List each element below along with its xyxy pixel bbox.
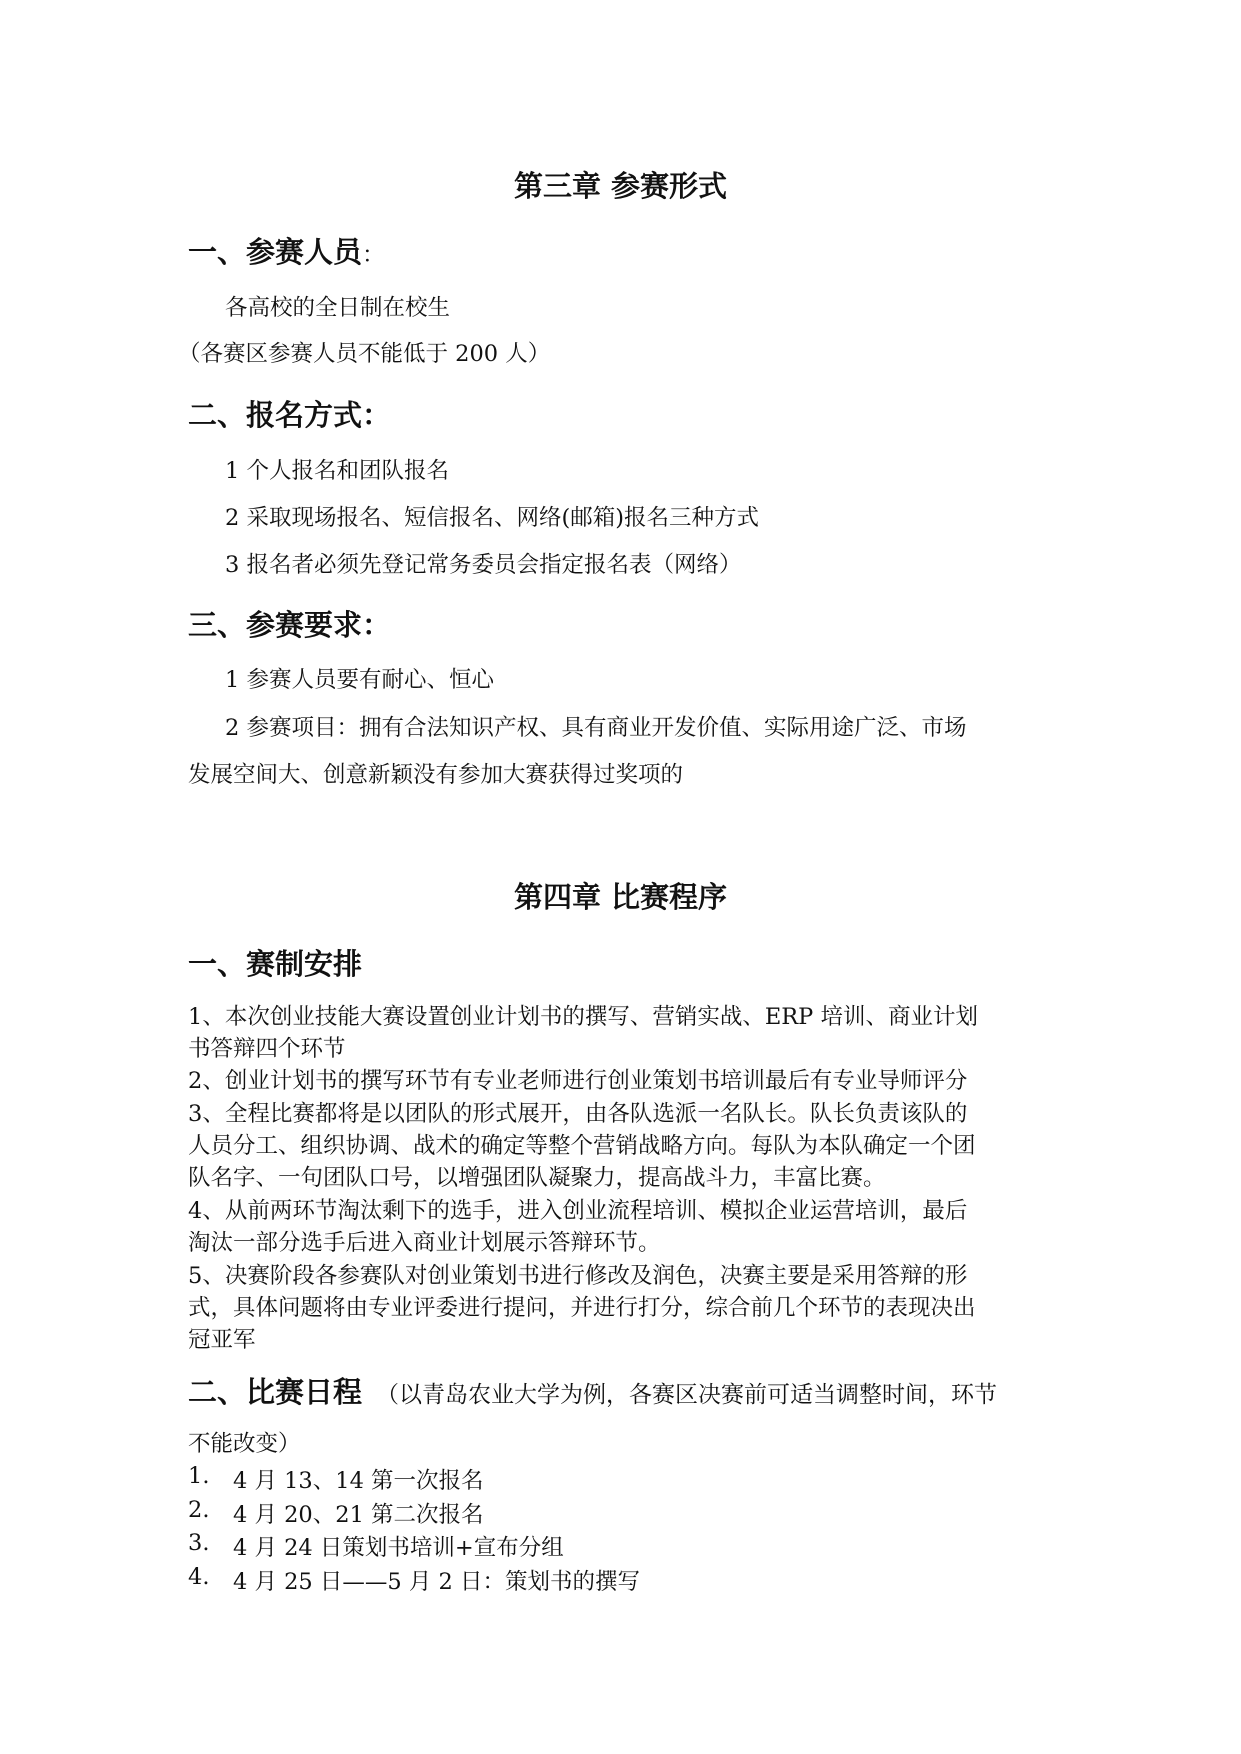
schedule-item-2-number: 2. (188, 1497, 210, 1523)
schedule-item-1-number: 1. (188, 1463, 210, 1489)
section-participants-heading (188, 230, 385, 271)
requirements-line-2: 2 参赛项目：拥有合法知识产权、具有商业开发价值、实际用途广泛、市场 (225, 715, 967, 741)
format-line-5: 人员分工、组织协调、战术的确定等整个营销战略方向。每队为本队确定一个团 (188, 1133, 976, 1159)
requirements-line-3: 发展空间大、创意新颖没有参加大赛获得过奖项的 (188, 762, 684, 788)
section-format-heading: 一、赛制安排 (188, 947, 363, 981)
format-line-10: 式，具体问题将由专业评委进行提问，并进行打分，综合前几个环节的表现决出 (188, 1295, 976, 1321)
format-line-4: 3、全程比赛都将是以团队的形式展开，由各队选派一名队长。队长负责该队的 (188, 1101, 968, 1127)
format-line-2: 书答辩四个环节 (188, 1036, 346, 1062)
schedule-item-1-text: 4 月 13、14 第一次报名 (233, 1468, 484, 1494)
section-schedule-heading (188, 1370, 997, 1411)
requirements-line-1: 1 参赛人员要有耐心、恒心 (225, 667, 494, 693)
chapter-4-title: 第四章 比赛程序 (513, 880, 728, 914)
registration-line-2: 2 采取现场报名、短信报名、网络(邮箱)报名三种方式 (225, 505, 760, 531)
participants-line-1: 各高校的全日制在校生 (225, 295, 451, 321)
format-line-1: 1、本次创业技能大赛设置创业计划书的撰写、营销实战、ERP 培训、商业计划 (188, 1004, 978, 1030)
schedule-note-line-1: （以青岛农业大学为例，各赛区决赛前可适当调整时间，环节 (376, 1382, 998, 1408)
format-line-9: 5、决赛阶段各参赛队对创业策划书进行修改及润色，决赛主要是采用答辩的形 (188, 1263, 968, 1289)
participants-line-2: （各赛区参赛人员不能低于 200 人） (178, 341, 551, 367)
section-requirements-heading: 三、参赛要求： (188, 608, 392, 642)
format-line-3: 2、创业计划书的撰写环节有专业老师进行创业策划书培训最后有专业导师评分 (188, 1068, 968, 1094)
section-participants-heading-text: 一、参赛人员 (188, 235, 363, 269)
format-line-8: 淘汰一部分选手后进入商业计划展示答辩环节。 (188, 1230, 661, 1256)
section-participants-colon: ： (362, 242, 386, 268)
schedule-note-line-2: 不能改变） (188, 1431, 301, 1457)
schedule-item-3-number: 3. (188, 1530, 210, 1556)
format-line-6: 队名字、一句团队口号，以增强团队凝聚力，提高战斗力，丰富比赛。 (188, 1165, 886, 1191)
format-line-11: 冠亚军 (188, 1327, 256, 1353)
schedule-item-2-text: 4 月 20、21 第二次报名 (233, 1502, 484, 1528)
registration-line-1: 1 个人报名和团队报名 (225, 458, 449, 484)
schedule-item-3-text: 4 月 24 日策划书培训+宣布分组 (233, 1535, 564, 1561)
chapter-3-title: 第三章 参赛形式 (513, 169, 728, 203)
section-registration-heading: 二、报名方式： (188, 398, 392, 432)
section-schedule-heading-text: 二、比赛日程 (188, 1375, 363, 1409)
schedule-item-4-text: 4 月 25 日——5 月 2 日：策划书的撰写 (233, 1569, 640, 1595)
registration-line-3: 3 报名者必须先登记常务委员会指定报名表（网络） (225, 552, 742, 578)
format-line-7: 4、从前两环节淘汰剩下的选手，进入创业流程培训、模拟企业运营培训，最后 (188, 1198, 968, 1224)
schedule-item-4-number: 4. (188, 1564, 210, 1590)
